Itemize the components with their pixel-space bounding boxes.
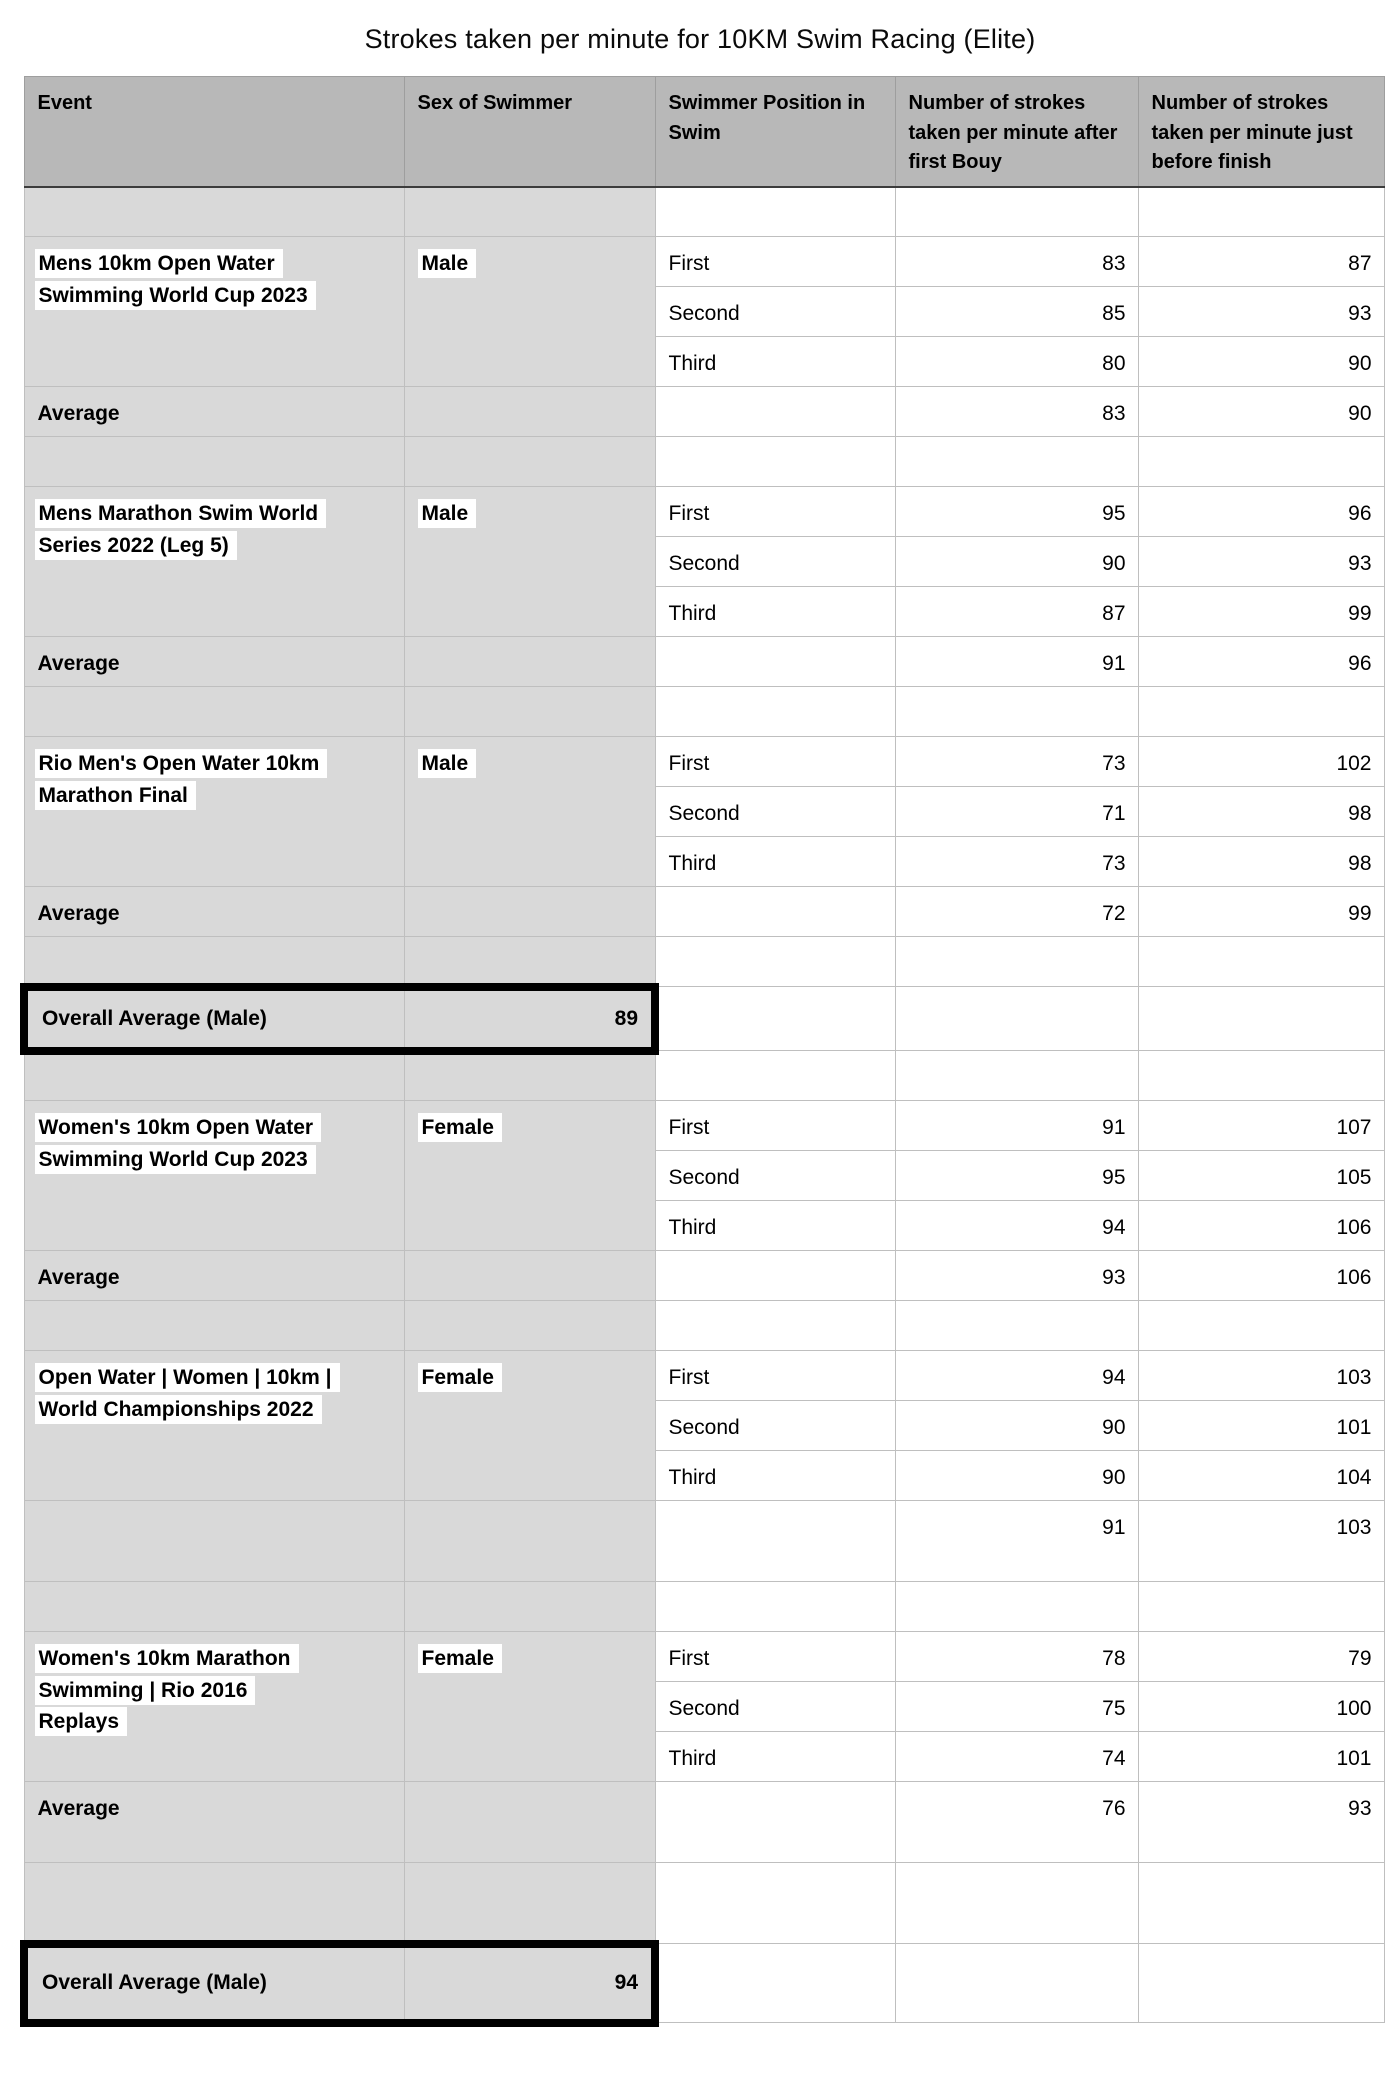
- cell-blank: [404, 937, 655, 987]
- header-row: [24, 77, 1384, 187]
- cell-strokes-finish: 101: [1138, 1732, 1384, 1782]
- cell-strokes-finish: 105: [1138, 1151, 1384, 1201]
- cell-blank: [895, 987, 1138, 1051]
- cell-position: Third: [655, 1732, 895, 1782]
- cell-strokes-after: 73: [895, 837, 1138, 887]
- cell-blank: [1138, 1051, 1384, 1101]
- cell-blank: [1138, 437, 1384, 487]
- cell-strokes-finish: 79: [1138, 1632, 1384, 1682]
- cell-strokes-finish: 102: [1138, 737, 1384, 787]
- cell-blank: [24, 437, 404, 487]
- cell-strokes-after: 73: [895, 737, 1138, 787]
- cell-position: Second: [655, 1682, 895, 1732]
- cell-blank: [655, 1051, 895, 1101]
- cell-sex: [404, 487, 655, 637]
- cell-overall-value: 89: [404, 987, 655, 1051]
- cell-blank: [404, 637, 655, 687]
- cell-average-label: Average: [24, 387, 404, 437]
- cell-blank: [404, 1782, 655, 1863]
- cell-blank: [404, 187, 655, 237]
- cell-position: First: [655, 1632, 895, 1682]
- header-position: Swimmer Position in Swim: [655, 77, 895, 187]
- cell-strokes-finish: 104: [1138, 1451, 1384, 1501]
- table-row: [24, 637, 1384, 687]
- cell-blank: [404, 387, 655, 437]
- cell-strokes-after: 75: [895, 1682, 1138, 1732]
- cell-strokes-after: 85: [895, 287, 1138, 337]
- cell-blank: [895, 687, 1138, 737]
- cell-blank: [655, 637, 895, 687]
- table-row: [24, 1301, 1384, 1351]
- cell-strokes-finish: 99: [1138, 587, 1384, 637]
- cell-sex: [404, 1351, 655, 1501]
- cell-position: Second: [655, 1151, 895, 1201]
- cell-strokes-after: 83: [895, 387, 1138, 437]
- cell-blank: [655, 1582, 895, 1632]
- cell-blank: [1138, 1944, 1384, 2023]
- table-row: [24, 1944, 1384, 2023]
- cell-event: [24, 487, 404, 637]
- cell-average-label: Average: [24, 1251, 404, 1301]
- cell-strokes-after: 91: [895, 1501, 1138, 1582]
- cell-overall-value: 94: [404, 1944, 655, 2023]
- cell-strokes-finish: 98: [1138, 787, 1384, 837]
- table-body: [24, 187, 1384, 2023]
- cell-average-label: Average: [24, 637, 404, 687]
- cell-strokes-after: 94: [895, 1201, 1138, 1251]
- cell-strokes-finish: 106: [1138, 1251, 1384, 1301]
- cell-blank: [404, 1051, 655, 1101]
- table-row: [24, 437, 1384, 487]
- cell-sex: [404, 1632, 655, 1782]
- cell-event-text: Women's 10km Open Water Swimming World Cup 2023: [35, 1113, 322, 1174]
- cell-position: Third: [655, 837, 895, 887]
- cell-strokes-after: 90: [895, 537, 1138, 587]
- cell-blank: [895, 937, 1138, 987]
- table-row: [24, 1782, 1384, 1863]
- cell-strokes-after: 95: [895, 1151, 1138, 1201]
- header-event: Event: [24, 77, 404, 187]
- table-row: [24, 1501, 1384, 1582]
- cell-blank: [24, 937, 404, 987]
- cell-blank: [1138, 687, 1384, 737]
- cell-strokes-finish: 100: [1138, 1682, 1384, 1732]
- cell-sex-text: Female: [418, 1644, 502, 1673]
- cell-blank: [404, 887, 655, 937]
- cell-blank: [24, 687, 404, 737]
- cell-event: [24, 1101, 404, 1251]
- cell-sex-text: Female: [418, 1113, 502, 1142]
- cell-sex: [404, 237, 655, 387]
- table-row: [24, 737, 1384, 787]
- cell-strokes-after: 72: [895, 887, 1138, 937]
- cell-strokes-finish: 90: [1138, 387, 1384, 437]
- cell-blank: [24, 1301, 404, 1351]
- cell-position: Third: [655, 1201, 895, 1251]
- cell-strokes-finish: 90: [1138, 337, 1384, 387]
- cell-position: Second: [655, 287, 895, 337]
- table-row: [24, 987, 1384, 1051]
- cell-blank: [1138, 1863, 1384, 1944]
- header-strokes-after-buoy: Number of strokes taken per minute after first Bouy: [895, 77, 1138, 187]
- table-header: [24, 77, 1384, 187]
- cell-position: Second: [655, 537, 895, 587]
- table-row: [24, 1351, 1384, 1401]
- cell-blank: [1138, 1301, 1384, 1351]
- table-row: [24, 687, 1384, 737]
- cell-blank: [895, 1051, 1138, 1101]
- cell-position: Second: [655, 787, 895, 837]
- cell-strokes-finish: 107: [1138, 1101, 1384, 1151]
- cell-event: [24, 1632, 404, 1782]
- cell-blank: [895, 1582, 1138, 1632]
- cell-sex: [404, 737, 655, 887]
- cell-blank: [404, 1251, 655, 1301]
- page-title: Strokes taken per minute for 10KM Swim Racing (Elite): [364, 24, 1036, 54]
- cell-blank: [895, 187, 1138, 237]
- cell-strokes-after: 76: [895, 1782, 1138, 1863]
- cell-strokes-after: 80: [895, 337, 1138, 387]
- header-strokes-before-finish: Number of strokes taken per minute just before finish: [1138, 77, 1384, 187]
- cell-sex: [404, 1101, 655, 1251]
- cell-strokes-after: 83: [895, 237, 1138, 287]
- cell-event-text: Mens 10km Open Water Swimming World Cup 2023: [35, 249, 316, 310]
- cell-event-text: Mens Marathon Swim World Series 2022 (Leg 5): [35, 499, 327, 560]
- cell-average-label: [24, 1501, 404, 1582]
- cell-blank: [404, 1501, 655, 1582]
- cell-overall-label: Overall Average (Male): [24, 1944, 404, 2023]
- cell-strokes-finish: 106: [1138, 1201, 1384, 1251]
- cell-event-text: Women's 10km Marathon Swimming | Rio 2016 Replays: [35, 1644, 299, 1736]
- cell-strokes-after: 90: [895, 1451, 1138, 1501]
- cell-event-text: Rio Men's Open Water 10km Marathon Final: [35, 749, 328, 810]
- cell-blank: [24, 1051, 404, 1101]
- strokes-table: [20, 76, 1385, 2027]
- cell-strokes-finish: 101: [1138, 1401, 1384, 1451]
- cell-strokes-finish: 96: [1138, 637, 1384, 687]
- page: [0, 24, 1400, 2027]
- cell-blank: [655, 987, 895, 1051]
- table-row: [24, 1863, 1384, 1944]
- table-row: [24, 1251, 1384, 1301]
- cell-blank: [655, 437, 895, 487]
- cell-position: First: [655, 1101, 895, 1151]
- cell-position: Third: [655, 1451, 895, 1501]
- cell-blank: [1138, 937, 1384, 987]
- cell-blank: [1138, 187, 1384, 237]
- cell-position: Second: [655, 1401, 895, 1451]
- cell-strokes-after: 74: [895, 1732, 1138, 1782]
- cell-blank: [655, 1301, 895, 1351]
- cell-position: First: [655, 1351, 895, 1401]
- cell-sex-text: Male: [418, 249, 477, 278]
- cell-blank: [655, 1501, 895, 1582]
- cell-sex-text: Male: [418, 499, 477, 528]
- cell-blank: [655, 187, 895, 237]
- cell-sex-text: Male: [418, 749, 477, 778]
- cell-blank: [24, 1582, 404, 1632]
- cell-strokes-after: 91: [895, 1101, 1138, 1151]
- cell-event: [24, 237, 404, 387]
- cell-strokes-after: 91: [895, 637, 1138, 687]
- cell-position: First: [655, 487, 895, 537]
- table-row: [24, 937, 1384, 987]
- cell-sex-text: Female: [418, 1363, 502, 1392]
- cell-strokes-after: 93: [895, 1251, 1138, 1301]
- cell-blank: [24, 1863, 404, 1944]
- cell-event: [24, 1351, 404, 1501]
- cell-blank: [404, 1301, 655, 1351]
- cell-strokes-finish: 93: [1138, 287, 1384, 337]
- cell-average-label: Average: [24, 887, 404, 937]
- cell-blank: [895, 1863, 1138, 1944]
- table-row: [24, 237, 1384, 287]
- cell-blank: [655, 1863, 895, 1944]
- cell-strokes-after: 90: [895, 1401, 1138, 1451]
- cell-strokes-after: 87: [895, 587, 1138, 637]
- cell-blank: [655, 937, 895, 987]
- cell-strokes-after: 95: [895, 487, 1138, 537]
- cell-blank: [895, 437, 1138, 487]
- cell-blank: [655, 387, 895, 437]
- table-row: [24, 1101, 1384, 1151]
- cell-strokes-after: 94: [895, 1351, 1138, 1401]
- table-row: [24, 387, 1384, 437]
- cell-strokes-after: 71: [895, 787, 1138, 837]
- cell-position: Third: [655, 587, 895, 637]
- cell-blank: [655, 1944, 895, 2023]
- cell-strokes-after: 78: [895, 1632, 1138, 1682]
- cell-blank: [655, 1251, 895, 1301]
- cell-average-label: Average: [24, 1782, 404, 1863]
- cell-event: [24, 737, 404, 887]
- cell-blank: [1138, 987, 1384, 1051]
- cell-blank: [24, 187, 404, 237]
- cell-blank: [404, 437, 655, 487]
- table-row: [24, 187, 1384, 237]
- cell-strokes-finish: 98: [1138, 837, 1384, 887]
- cell-strokes-finish: 87: [1138, 237, 1384, 287]
- table-row: [24, 887, 1384, 937]
- cell-blank: [404, 1863, 655, 1944]
- cell-blank: [895, 1944, 1138, 2023]
- header-sex: Sex of Swimmer: [404, 77, 655, 187]
- table-row: [24, 1051, 1384, 1101]
- cell-overall-label: Overall Average (Male): [24, 987, 404, 1051]
- table-row: [24, 1582, 1384, 1632]
- cell-blank: [655, 1782, 895, 1863]
- table-row: [24, 1632, 1384, 1682]
- cell-strokes-finish: 93: [1138, 537, 1384, 587]
- cell-event-text: Open Water | Women | 10km | World Championships 2022: [35, 1363, 340, 1424]
- cell-position: First: [655, 237, 895, 287]
- cell-blank: [404, 687, 655, 737]
- cell-blank: [404, 1582, 655, 1632]
- table-row: [24, 487, 1384, 537]
- cell-strokes-finish: 99: [1138, 887, 1384, 937]
- cell-blank: [655, 887, 895, 937]
- cell-strokes-finish: 103: [1138, 1351, 1384, 1401]
- cell-blank: [655, 687, 895, 737]
- cell-blank: [895, 1301, 1138, 1351]
- cell-strokes-finish: 93: [1138, 1782, 1384, 1863]
- cell-position: First: [655, 737, 895, 787]
- cell-strokes-finish: 96: [1138, 487, 1384, 537]
- cell-position: Third: [655, 337, 895, 387]
- cell-strokes-finish: 103: [1138, 1501, 1384, 1582]
- cell-blank: [1138, 1582, 1384, 1632]
